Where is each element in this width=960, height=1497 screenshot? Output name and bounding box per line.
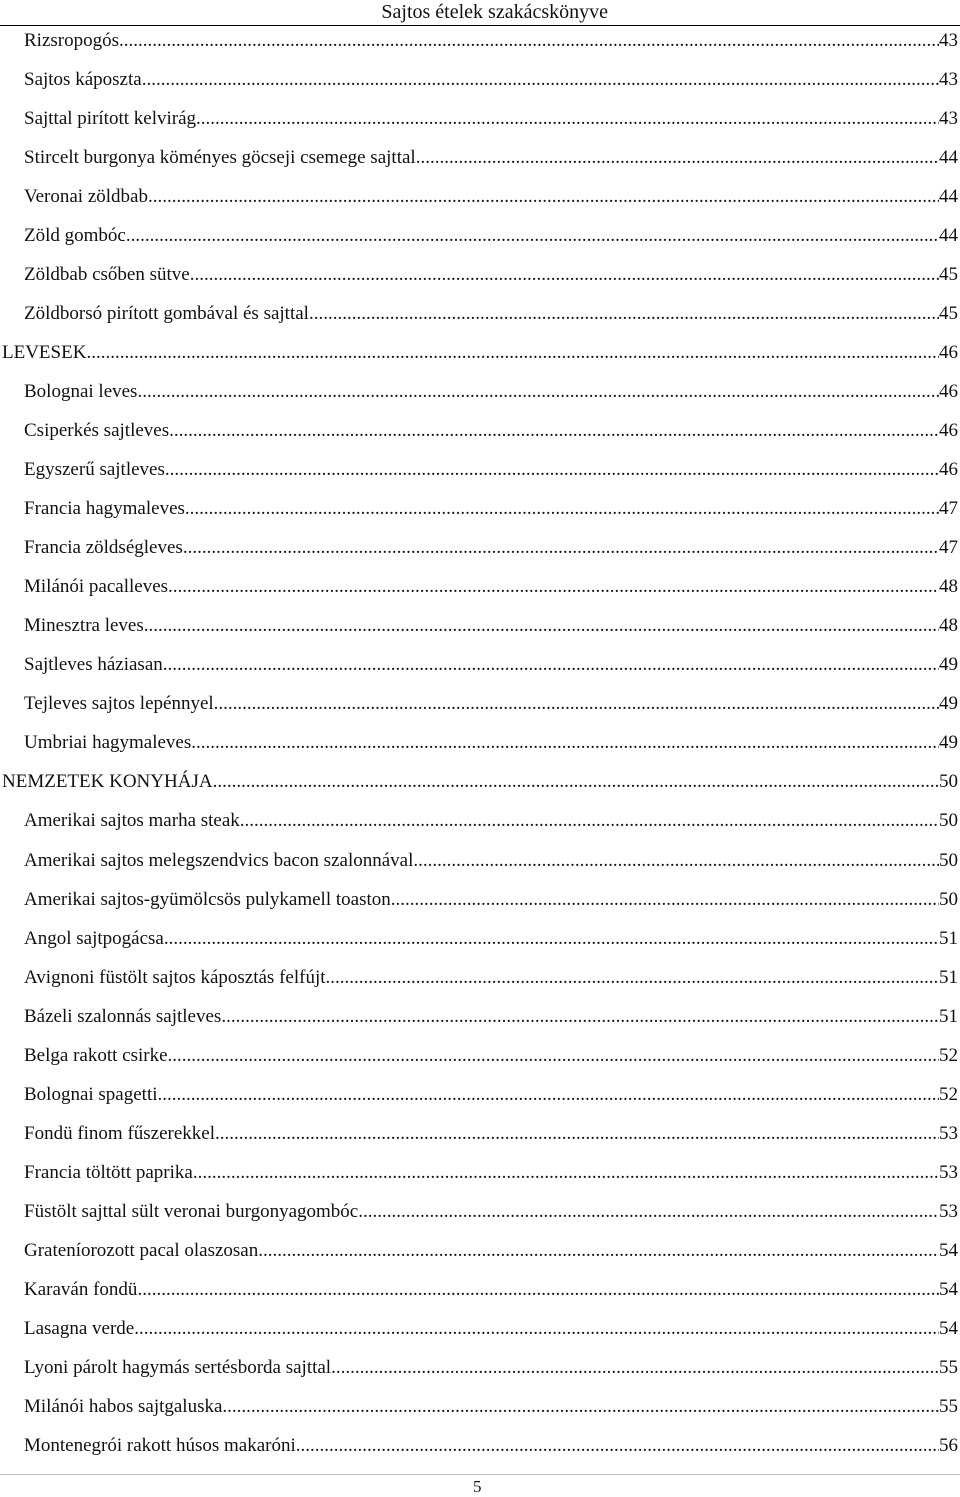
toc-dot-leader (222, 1395, 939, 1419)
toc-dot-leader (137, 380, 939, 404)
toc-dot-leader (358, 1200, 939, 1224)
toc-entry[interactable] (0, 99, 960, 138)
footer-divider (0, 1474, 960, 1475)
toc-dot-leader (142, 68, 939, 92)
toc-entry-page: 46 (939, 380, 958, 402)
toc-dot-leader (190, 263, 939, 287)
toc-entry-title: Grateníorozott pacal olaszosan (24, 1239, 259, 1261)
toc-dot-leader (214, 692, 939, 716)
toc-dot-leader (309, 302, 939, 326)
toc-entry-page: 52 (939, 1083, 958, 1105)
toc-entry[interactable] (0, 1271, 960, 1310)
toc-entry-page: 50 (939, 771, 958, 793)
toc-entry[interactable] (0, 60, 960, 99)
toc-entry-page: 51 (939, 966, 958, 988)
toc-entry[interactable] (0, 958, 960, 997)
toc-entry-title: Bolognai leves (24, 380, 138, 402)
toc-section-entry[interactable] (0, 763, 960, 802)
toc-entry-title: Amerikai sajtos-gyümölcsös pulykamell toaston (24, 888, 391, 910)
document-title: Sajtos ételek szakácskönyve (381, 1, 608, 23)
toc-entry-page: 47 (939, 537, 958, 559)
toc-entry[interactable] (0, 841, 960, 880)
toc-entry-page: 47 (939, 498, 958, 520)
toc-entry[interactable] (0, 1310, 960, 1349)
toc-dot-leader (296, 1434, 939, 1458)
toc-entry-title: Minesztra leves (24, 615, 144, 637)
toc-entry[interactable] (0, 411, 960, 450)
toc-dot-leader (169, 419, 939, 443)
toc-entry-title: Füstölt sajttal sült veronai burgonyagombóc (24, 1200, 359, 1222)
toc-entry[interactable] (0, 607, 960, 646)
toc-entry-page: 54 (939, 1279, 958, 1301)
toc-dot-leader (119, 29, 939, 53)
toc-entry-title: Francia töltött paprika (24, 1161, 193, 1183)
toc-entry[interactable] (0, 1349, 960, 1388)
toc-entry-page: 45 (939, 302, 958, 324)
toc-entry-page: 53 (939, 1200, 958, 1222)
toc-entry-title: Stircelt burgonya köményes göcseji csemege sajttal (24, 146, 416, 168)
toc-entry[interactable] (0, 724, 960, 763)
toc-entry[interactable] (0, 646, 960, 685)
toc-entry-title: Egyszerű sajtleves (24, 459, 165, 481)
table-of-contents (0, 21, 960, 1466)
toc-section-entry[interactable] (0, 333, 960, 372)
toc-entry[interactable] (0, 1388, 960, 1427)
toc-entry-title: Milánói habos sajtgaluska (24, 1396, 223, 1418)
toc-dot-leader (196, 107, 939, 131)
toc-entry-page: 52 (939, 1044, 958, 1066)
toc-entry[interactable] (0, 568, 960, 607)
toc-entry-page: 44 (939, 185, 958, 207)
toc-entry-page: 51 (939, 1005, 958, 1027)
toc-entry-page: 46 (939, 341, 958, 363)
toc-dot-leader (221, 1005, 939, 1029)
toc-entry[interactable] (0, 1231, 960, 1270)
toc-entry-title: Zöld gombóc (24, 224, 126, 246)
toc-entry[interactable] (0, 21, 960, 60)
toc-dot-leader (126, 224, 939, 248)
toc-entry-page: 49 (939, 693, 958, 715)
toc-dot-leader (148, 185, 939, 209)
toc-entry-page: 44 (939, 146, 958, 168)
toc-dot-leader (191, 731, 939, 755)
toc-dot-leader (158, 1083, 939, 1107)
toc-entry-page: 53 (939, 1161, 958, 1183)
toc-entry-page: 50 (939, 888, 958, 910)
toc-entry-page: 54 (939, 1239, 958, 1261)
toc-dot-leader (213, 770, 939, 794)
toc-entry-page: 55 (939, 1396, 958, 1418)
toc-entry-page: 48 (939, 615, 958, 637)
toc-dot-leader (416, 146, 939, 170)
toc-entry-title: Zöldborsó pirított gombával és sajttal (24, 302, 309, 324)
toc-entry-title: Angol sajtpogácsa (24, 927, 164, 949)
page-number: 5 (473, 1477, 482, 1496)
toc-entry-title: Bolognai spagetti (24, 1083, 158, 1105)
toc-entry[interactable] (0, 1114, 960, 1153)
toc-entry[interactable] (0, 1192, 960, 1231)
toc-entry[interactable] (0, 216, 960, 255)
toc-dot-leader (215, 1122, 939, 1146)
toc-entry-page: 48 (939, 576, 958, 598)
toc-entry-page: 46 (939, 419, 958, 441)
toc-entry-title: Karaván fondü (24, 1279, 138, 1301)
toc-entry[interactable] (0, 1427, 960, 1466)
toc-entry-title: Amerikai sajtos melegszendvics bacon szalonnával (24, 849, 414, 871)
toc-entry[interactable] (0, 138, 960, 177)
toc-entry-title: Sajtos káposzta (24, 68, 142, 90)
toc-entry-page: 45 (939, 263, 958, 285)
toc-entry-page: 55 (939, 1357, 958, 1379)
toc-entry-page: 53 (939, 1122, 958, 1144)
toc-entry[interactable] (0, 997, 960, 1036)
toc-dot-leader (165, 458, 939, 482)
toc-entry-title: Bázeli szalonnás sajtleves (24, 1005, 222, 1027)
toc-entry-page: 50 (939, 849, 958, 871)
toc-entry-title: Lyoni párolt hagymás sertésborda sajttal (24, 1357, 332, 1379)
toc-entry[interactable] (0, 294, 960, 333)
toc-dot-leader (168, 575, 939, 599)
toc-entry[interactable] (0, 1075, 960, 1114)
toc-entry-title: Umbriai hagymaleves (24, 732, 192, 754)
toc-entry[interactable] (0, 372, 960, 411)
toc-dot-leader (185, 497, 939, 521)
toc-entry[interactable] (0, 802, 960, 841)
toc-dot-leader (163, 653, 939, 677)
toc-entry-title: Belga rakott csirke (24, 1044, 168, 1066)
toc-entry-title: Sajtleves háziasan (24, 654, 163, 676)
toc-entry[interactable] (0, 255, 960, 294)
toc-entry-page: 43 (939, 107, 958, 129)
toc-entry-title: Lasagna verde (24, 1318, 135, 1340)
toc-entry-title: Montenegrói rakott húsos makaróni (24, 1435, 296, 1457)
toc-entry-title: Zöldbab csőben sütve (24, 263, 190, 285)
toc-entry-page: 44 (939, 224, 958, 246)
toc-dot-leader (134, 1317, 939, 1341)
toc-entry-title: Francia zöldségleves (24, 537, 183, 559)
toc-entry-title: Tejleves sajtos lepénnyel (24, 693, 214, 715)
toc-entry-title: Rizsropogós (24, 29, 119, 51)
toc-entry-page: 46 (939, 459, 958, 481)
toc-entry-page: 51 (939, 927, 958, 949)
toc-entry[interactable] (0, 451, 960, 490)
toc-dot-leader (183, 536, 939, 560)
toc-dot-leader (240, 809, 939, 833)
toc-entry-title: Sajttal pirított kelvirág (24, 107, 197, 129)
toc-entry-page: 43 (939, 29, 958, 51)
toc-entry-title: Francia hagymaleves (24, 498, 185, 520)
toc-dot-leader (193, 1161, 939, 1185)
toc-dot-leader (168, 1044, 939, 1068)
toc-entry-title: Avignoni füstölt sajtos káposztás felfújt (24, 966, 326, 988)
toc-entry[interactable] (0, 1153, 960, 1192)
toc-entry-title: Fondü finom fűszerekkel (24, 1122, 216, 1144)
toc-entry-page: 50 (939, 810, 958, 832)
toc-entry[interactable] (0, 490, 960, 529)
toc-dot-leader (144, 614, 939, 638)
toc-entry[interactable] (0, 880, 960, 919)
toc-entry-title: NEMZETEK KONYHÁJA (2, 771, 213, 793)
toc-entry-page: 43 (939, 68, 958, 90)
toc-entry-page: 56 (939, 1435, 958, 1457)
toc-entry-title: LEVESEK (2, 341, 87, 363)
toc-entry-title: Milánói pacalleves (24, 576, 169, 598)
toc-entry[interactable] (0, 177, 960, 216)
toc-entry[interactable] (0, 685, 960, 724)
toc-dot-leader (391, 888, 939, 912)
toc-entry-page: 54 (939, 1318, 958, 1340)
toc-dot-leader (331, 1356, 939, 1380)
toc-entry[interactable] (0, 529, 960, 568)
toc-entry-title: Csiperkés sajtleves (24, 419, 170, 441)
toc-dot-leader (326, 966, 940, 990)
toc-dot-leader (258, 1239, 939, 1263)
toc-entry[interactable] (0, 1036, 960, 1075)
toc-entry-page: 49 (939, 654, 958, 676)
toc-dot-leader (137, 1278, 939, 1302)
toc-entry[interactable] (0, 919, 960, 958)
toc-dot-leader (164, 927, 939, 951)
toc-entry-title: Veronai zöldbab (24, 185, 148, 207)
toc-dot-leader (86, 341, 939, 365)
toc-dot-leader (413, 849, 939, 873)
toc-entry-title: Amerikai sajtos marha steak (24, 810, 240, 832)
toc-entry-page: 49 (939, 732, 958, 754)
